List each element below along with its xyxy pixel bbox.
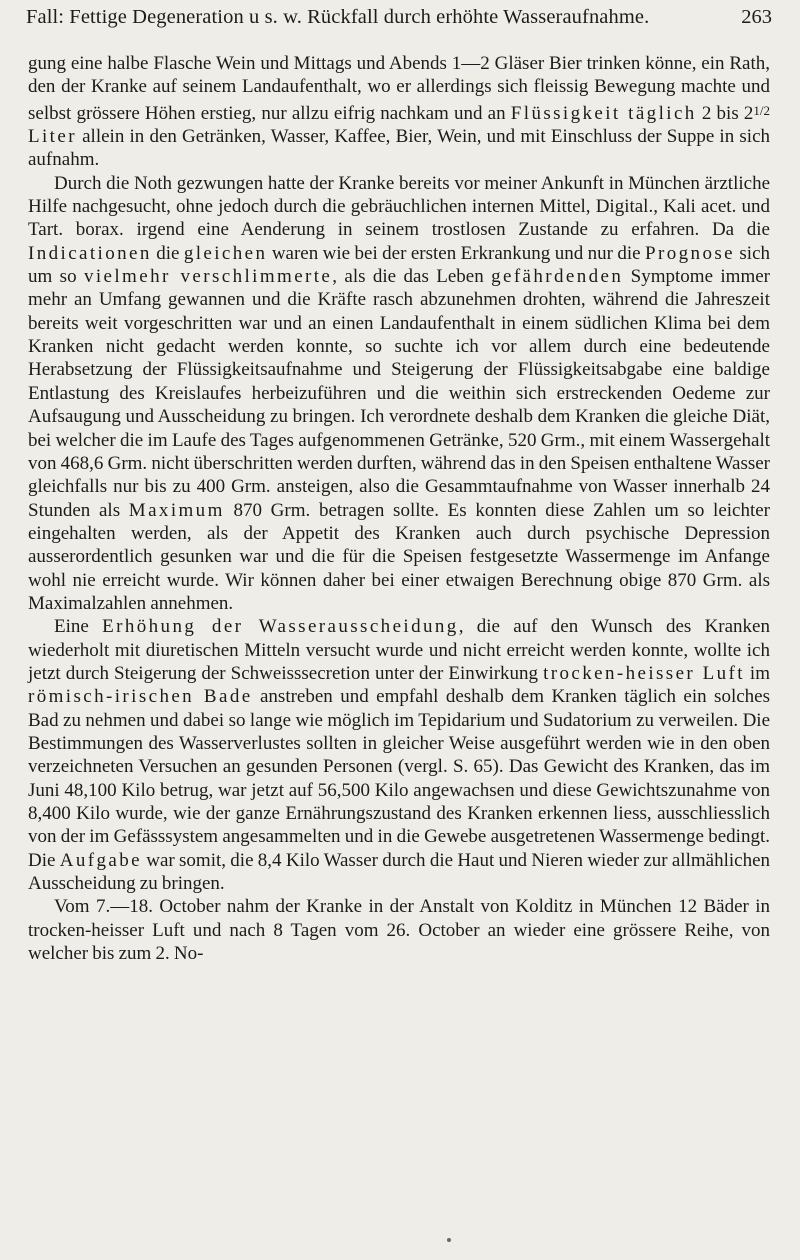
text-run: Vom 7.—18. October nahm der Kranke in der Anstalt von Kolditz in München 12 Bäder in trocken-heisser Luft und nach 8 Tagen vom 26. October an wieder eine grössere Reihe, von welcher bis zum 2. No- <box>28 896 770 965</box>
spaced-emphasis: Maximum <box>128 499 225 521</box>
spaced-emphasis: gleichen <box>183 242 268 264</box>
book-page <box>24 4 774 965</box>
spaced-emphasis: Flüssigkeit täglich <box>510 102 697 124</box>
paragraph <box>28 615 770 895</box>
running-head-title: Fall: Fettige Degeneration u s. w. Rückfall durch erhöhte Wasseraufnahme. <box>26 6 650 28</box>
paragraph <box>28 172 770 616</box>
text-run: 870 Grm. betragen sollte. Es konnten diese Zahlen um so leichter eingehalten werden, als der Appetit des Kranken auch durch psychische Depression ausserordentlich gesunken war und die für die Speisen festgesetzte Wassermenge im Anfange wohl nie erreicht wurde. Wir können daher bei einer etwaigen Berechnung obige 870 Grm. als Maximalzahlen annehmen. <box>28 499 771 614</box>
running-head <box>26 4 774 32</box>
ink-speck <box>447 1238 451 1242</box>
text-run: , die auf den Wunsch des Kranken wiederholt mit diuretischen Mitteln versucht wurde und nicht erreicht werden konnte, wollte ich jetzt durch Steigerung der Schweisssecretion unter der Einwirkung <box>28 616 770 684</box>
spaced-emphasis: Prognose <box>645 242 735 264</box>
text-run: im <box>744 662 770 684</box>
text-run: Eine <box>54 616 103 638</box>
body-text <box>24 52 774 965</box>
spaced-emphasis: gefährdenden <box>491 266 624 288</box>
text-run: waren wie bei der ersten Erkrankung und nur die <box>267 242 646 264</box>
text-run: sich um so <box>28 242 770 288</box>
spaced-emphasis: römisch-irischen Bade <box>28 686 253 708</box>
text-run: Symptome immer mehr an Umfang gewannen und die Kräfte rasch abzunehmen drohten, während die Jahreszeit bereits weit vorgeschritten war und an einen Landaufenthalt in einem südlichen Klima bei dem Kranken nicht gedacht werden konnte, so suchte ich vor allem durch eine bedeutende Herabsetzung der Flüssigkeitsaufnahme und Steigerung der Flüssigkeitsabgabe eine baldige Entlastung des Kreislaufes herbeizuführen und die weithin sich erstreckenden Oedeme zur Aufsaugung und Ausscheidung zu bringen. Ich verordnete deshalb dem Kranken die gleiche Diät, bei welcher die im Laufe des Tages aufgenommenen Getränke, 520 Grm., mit einem Wassergehalt von 468,6 Grm. nicht überschritten werden durften, während das in den Speisen enthaltene Wasser gleichfalls nur bis zu 400 Grm. ansteigen, also die Gesammtaufnahme von Wasser innerhalb 24 Stunden als <box>28 266 770 521</box>
text-run: gung eine halbe Flasche Wein und Mittags und Abends 1—2 Gläser Bier trinken könne, ein Rath, den der Kranke auf seinem Landaufenthalt, wo er allerdings sich fleissig Bewegung machte und selbst grössere Höhen erstieg, nur allzu eifrig nachkam und an <box>28 53 770 124</box>
text-run: Durch die Noth gezwungen hatte der Kranke bereits vor meiner Ankunft in München ärztliche Hilfe nachgesucht, ohne jedoch durch die gebräuchlichen internen Mittel, Digital., Kali acet. und Tart. borax. irgend eine Aenderung in seinem trostlosen Zustande zu erfahren. Da die <box>28 172 770 241</box>
text-run: , als die das Leben <box>332 266 492 288</box>
page-number: 263 <box>741 6 772 28</box>
text-run: 2 bis 2 <box>696 102 754 124</box>
paragraph <box>28 895 770 965</box>
spaced-emphasis: Aufgabe <box>59 849 142 871</box>
spaced-emphasis: trocken-heisser Luft <box>543 662 745 684</box>
spaced-emphasis: Erhöhung der Wasserausscheidung <box>102 616 459 638</box>
fraction: 1/2 <box>753 102 771 118</box>
spaced-emphasis: vielmehr verschlimmerte <box>83 266 333 288</box>
text-run: die <box>151 242 184 264</box>
spaced-emphasis: Indicationen <box>28 242 152 264</box>
text-run: war somit, die 8,4 Kilo Wasser durch die Haut und Nieren wieder zur allmählichen Ausscheidung zu bringen. <box>28 849 770 895</box>
paragraph <box>28 52 770 172</box>
spaced-emphasis: Liter <box>28 126 77 148</box>
text-run: anstreben und empfahl deshalb dem Kranken täglich ein solches Bad zu nehmen und dabei so lange wie möglich im Tepidarium und Sudatorium zu verweilen. Die Bestimmungen des Wasserverlustes sollten in gleicher Weise ausgeführt werden wie in den oben verzeichneten Versuchen an gesunden Personen (vergl. S. 65). Das Gewicht des Kranken, das im Juni 48,100 Kilo betrug, war jetzt auf 56,500 Kilo angewachsen und diese Gewichtszunahme von 8,400 Kilo wurde, wie der ganze Ernährungszustand des Kranken erkennen liess, ausschliesslich von der im Gefässsystem angesammelten und in die Gewebe ausgetretenen Wassermenge bedingt. Die <box>28 686 770 871</box>
text-run: allein in den Getränken, Wasser, Kaffee, Bier, Wein, und mit Einschluss der Suppe in sich aufnahm. <box>28 126 770 171</box>
